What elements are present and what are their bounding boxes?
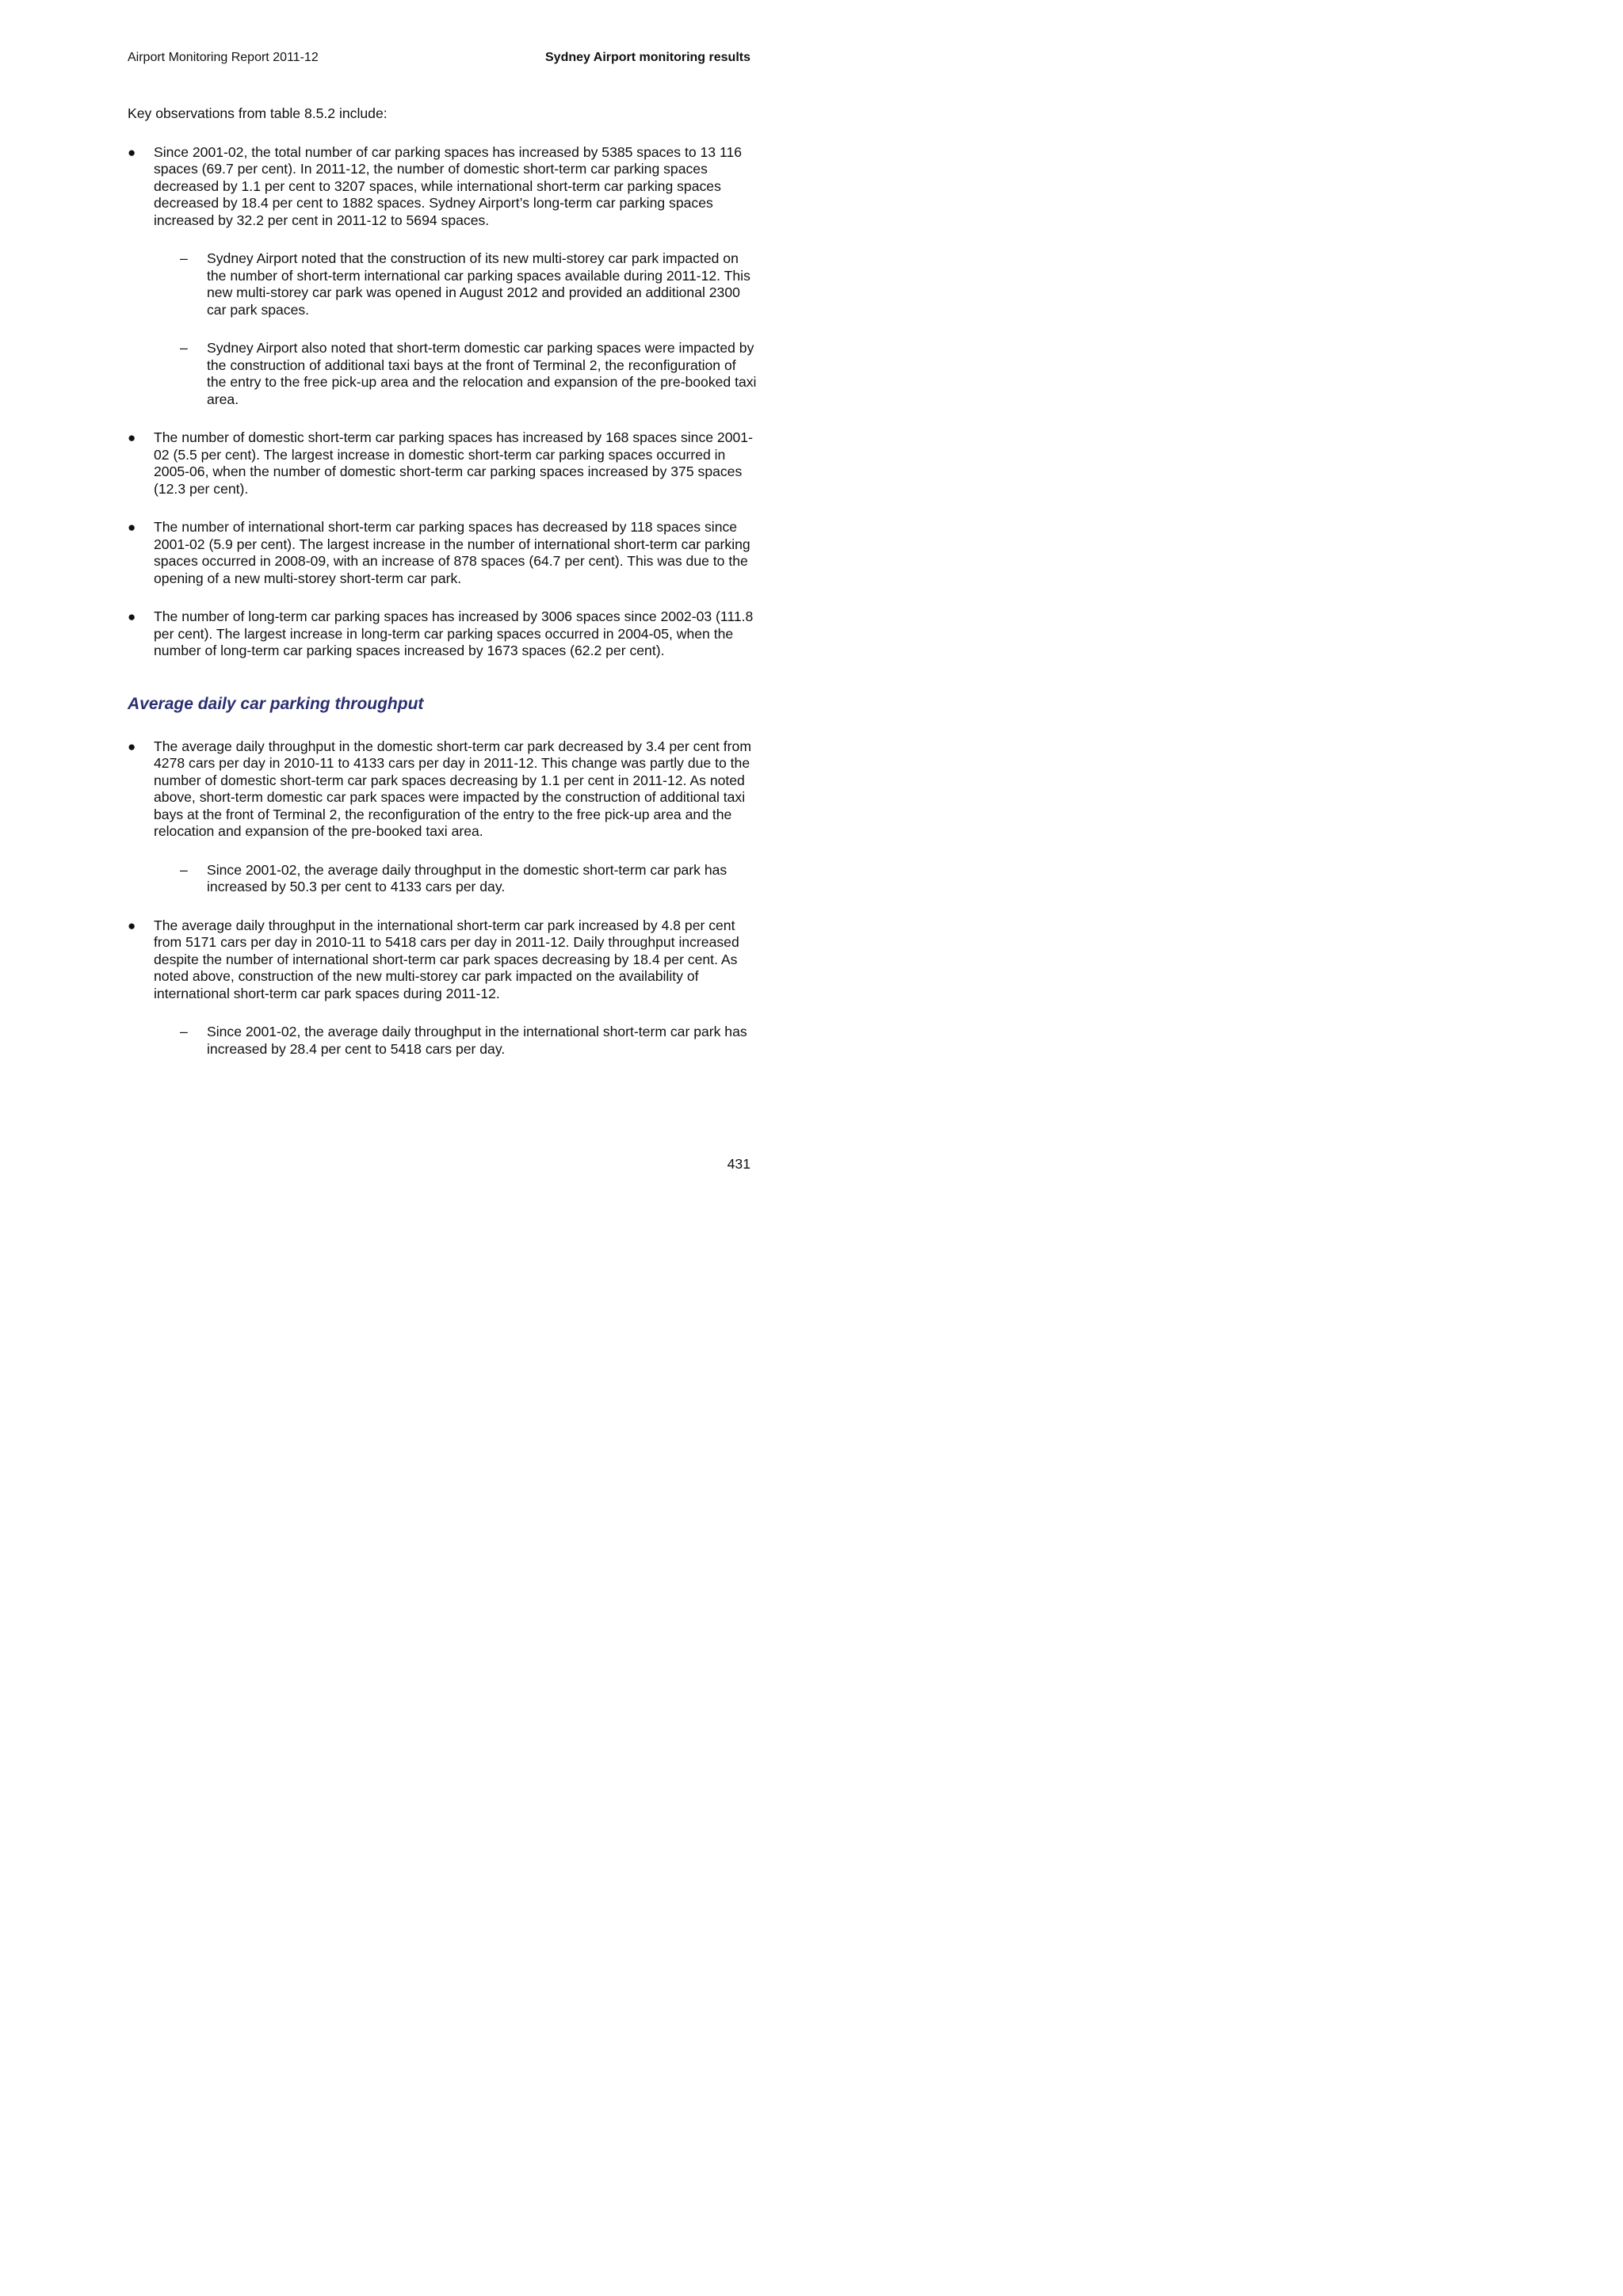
bullet-icon: ● [128,609,136,624]
report-title: Airport Monitoring Report 2011-12 [128,51,319,64]
observations-list [128,144,758,660]
dash-icon: – [180,1024,188,1039]
list-item [128,144,758,409]
bullet-icon: ● [128,430,136,445]
bullet-text: The average daily throughput in the international short-term car park increased by 4.8 per cent from 5171 cars per day in 2010-11 to 5418 cars per day in 2011-12. Daily throughput increased despite the number of international short-term car park spaces decreasing by 18.4 per cent. As noted above, construction of the new multi-storey car park impacted on the availability of international short-term car park spaces during 2011-12. [154,917,739,1001]
sub-list [154,862,758,896]
page-header [128,51,750,68]
dash-icon: – [180,861,188,878]
bullet-text: The number of long-term car parking spaces has increased by 3006 spaces since 2002-03 (111.8 per cent). The largest increase in long-term car parking spaces occurred in 2004-05, when the number of long-term car parking spaces increased by 1673 spaces (62.2 per cent). [154,608,754,658]
bullet-icon: ● [128,738,136,754]
list-item [128,738,758,896]
bullet-icon: ● [128,520,136,535]
list-item [128,917,758,1058]
intro-text: Key observations from table 8.5.2 include: [128,105,388,121]
bullet-icon: ● [128,917,136,933]
section-heading: Average daily car parking throughput [128,694,424,713]
sub-list-item [154,1024,758,1058]
dash-icon: – [180,340,188,356]
section-title: Sydney Airport monitoring results [545,51,750,64]
page-number: 431 [727,1156,750,1172]
list-item [128,519,758,587]
bullet-text: The average daily throughput in the domestic short-term car park decreased by 3.4 per cent from 4278 cars per day in 2010-11 to 4133 cars per day in 2011-12. This change was partly due to the number of domestic short-term car park spaces decreasing by 1.1 per cent in 2011-12. As noted above, short-term domestic car park spaces were impacted by the construction of additional taxi bays at the front of Terminal 2, the reconfiguration of the entry to the free pick-up area and the relocation and expansion of the pre-booked taxi area. [154,738,751,839]
bullet-icon: ● [128,144,136,160]
sub-bullet-text: Since 2001-02, the average daily throughput in the domestic short-term car park has increased by 50.3 per cent to 4133 cars per day. [207,861,727,894]
sub-list-item [154,862,758,896]
bullet-text: Since 2001-02, the total number of car parking spaces has increased by 5385 spaces to 13 116 spaces (69.7 per cent). In 2011-12, the number of domestic short-term car parking spaces decreased by 1.1 per cent to 3207 spaces, while international short-term car parking spaces decreased by 18.4 per cent to 1882 spaces. Sydney Airport’s long-term car parking spaces increased by 32.2 per cent in 2011-12 to 5694 spaces. [154,143,743,228]
list-item [128,429,758,498]
throughput-list [128,738,758,1058]
list-item [128,608,758,660]
sub-list-item [154,340,758,408]
page-content [128,105,758,1079]
sub-list [154,250,758,408]
sub-bullet-text: Sydney Airport also noted that short-term domestic car parking spaces were impacted by the construction of additional taxi bays at the front of Terminal 2, the reconfiguration of the entry to the free pick-up area and the relocation and expansion of the pre-booked taxi area. [207,340,757,407]
sub-bullet-text: Sydney Airport noted that the construction of its new multi-storey car park impacted on the number of short-term international car parking spaces available during 2011-12. This new multi-storey car park was opened in August 2012 and provided an additional 2300 car park spaces. [207,250,750,318]
dash-icon: – [180,250,188,266]
bullet-text: The number of international short-term car parking spaces has decreased by 118 spaces since 2001-02 (5.9 per cent). The largest increase in the number of international short-term car parking spaces occurred in 2008-09, with an increase of 878 spaces (64.7 per cent). This was due to the opening of a new multi-storey short-term car park. [154,519,750,586]
bullet-text: The number of domestic short-term car parking spaces has increased by 168 spaces since 2001-02 (5.5 per cent). The largest increase in domestic short-term car parking spaces occurred in 2005-06, when the number of domestic short-term car parking spaces increased by 375 spaces (12.3 per cent). [154,429,753,497]
sub-list-item [154,250,758,318]
sub-list [154,1024,758,1058]
sub-bullet-text: Since 2001-02, the average daily throughput in the international short-term car park has increased by 28.4 per cent to 5418 cars per day. [207,1024,747,1057]
